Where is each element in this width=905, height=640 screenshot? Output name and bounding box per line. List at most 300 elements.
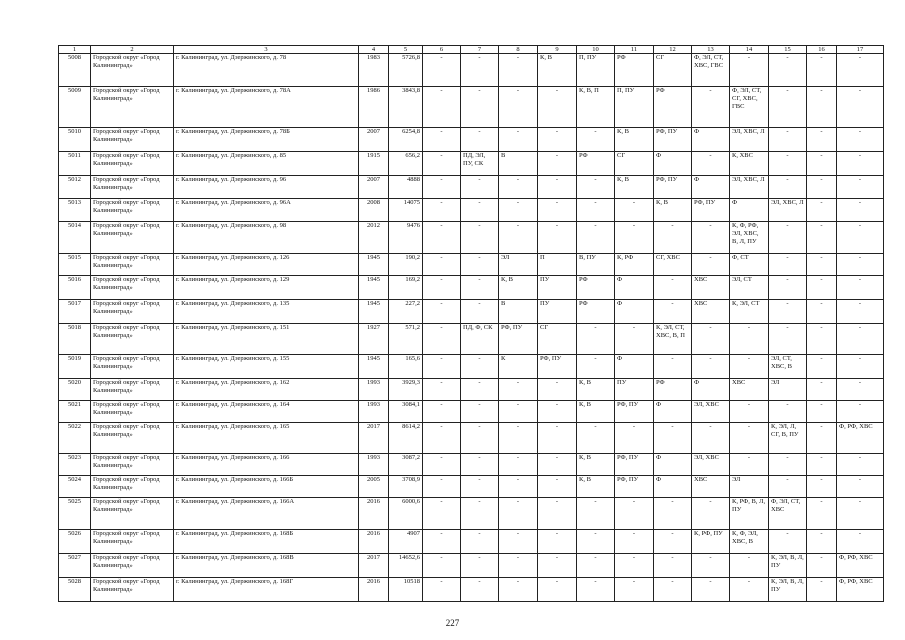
table-cell: ХВС <box>692 476 730 498</box>
table-row <box>59 254 884 276</box>
table-cell: - <box>837 128 884 152</box>
table-cell: - <box>807 276 837 300</box>
table-cell: 571,2 <box>389 324 423 355</box>
table-cell: ХВС <box>692 276 730 300</box>
table-cell: - <box>654 355 692 379</box>
table-cell: - <box>654 554 692 578</box>
table-cell: - <box>577 530 615 554</box>
table-cell: - <box>807 87 837 128</box>
table-cell: 2008 <box>359 199 389 222</box>
table-cell: 5016 <box>59 276 91 300</box>
table-cell: П, ПУ <box>615 87 654 128</box>
table-row <box>59 152 884 176</box>
table-cell: - <box>615 222 654 254</box>
table-cell: 10518 <box>389 578 423 602</box>
table-cell: К, В, П <box>577 87 615 128</box>
table-cell: 5015 <box>59 254 91 276</box>
table-cell: РФ, ПУ <box>499 324 538 355</box>
table-cell: - <box>499 554 538 578</box>
table-cell: ХВС <box>730 379 769 401</box>
table-cell: 2012 <box>359 222 389 254</box>
table-cell: - <box>837 454 884 476</box>
table-cell: - <box>461 379 499 401</box>
table-cell: РФ, ПУ <box>615 454 654 476</box>
table-cell: - <box>461 222 499 254</box>
table-cell: 4907 <box>389 530 423 554</box>
table-cell: - <box>730 554 769 578</box>
table-cell: - <box>769 530 807 554</box>
table-row <box>59 578 884 602</box>
table-cell: - <box>807 530 837 554</box>
table-cell: Городской округ «Город Калининград» <box>91 87 174 128</box>
table-row <box>59 355 884 379</box>
table-cell: 3708,9 <box>389 476 423 498</box>
table-cell: РФ, ПУ <box>538 355 577 379</box>
table-cell: 1993 <box>359 401 389 423</box>
table-cell: 190,2 <box>389 254 423 276</box>
table-cell: К, В <box>654 199 692 222</box>
table-cell: - <box>461 423 499 454</box>
table-cell: Городской округ «Город Калининград» <box>91 176 174 199</box>
table-cell: - <box>837 152 884 176</box>
table-cell: П, ПУ <box>577 54 615 87</box>
table-cell: 227,2 <box>389 300 423 324</box>
table-cell: 2016 <box>359 578 389 602</box>
table-cell: - <box>499 87 538 128</box>
table-cell: 1945 <box>359 300 389 324</box>
table-cell: ПД, ЭЛ, ПУ, СК <box>461 152 499 176</box>
table-cell: - <box>423 379 461 401</box>
table-cell: - <box>807 254 837 276</box>
table-cell: - <box>837 87 884 128</box>
table-cell: - <box>499 476 538 498</box>
table-cell: г. Калининград, ул. Дзержинского, д. 162 <box>174 379 359 401</box>
table-cell: - <box>461 176 499 199</box>
table-cell: Ф, ЭЛ, СТ, ХВС <box>769 498 807 530</box>
table-cell: Городской округ «Город Калининград» <box>91 530 174 554</box>
table-cell: - <box>499 454 538 476</box>
table-cell: г. Калининград, ул. Дзержинского, д. 126 <box>174 254 359 276</box>
table-cell: 3843,8 <box>389 87 423 128</box>
table-cell: - <box>654 222 692 254</box>
table-cell: - <box>423 254 461 276</box>
table-cell: ПУ <box>538 276 577 300</box>
table-cell: РФ, ПУ <box>654 128 692 152</box>
registry-table-container <box>58 45 880 602</box>
table-cell: - <box>538 128 577 152</box>
table-cell: Городской округ «Город Калининград» <box>91 254 174 276</box>
table-cell: Ф <box>692 379 730 401</box>
table-cell: - <box>730 578 769 602</box>
table-row <box>59 498 884 530</box>
table-cell: - <box>807 324 837 355</box>
table-cell: К, В <box>615 128 654 152</box>
table-cell: - <box>461 454 499 476</box>
table-cell: - <box>461 530 499 554</box>
table-cell: - <box>577 222 615 254</box>
table-cell: - <box>423 222 461 254</box>
table-cell: г. Калининград, ул. Дзержинского, д. 164 <box>174 401 359 423</box>
table-cell: 3087,2 <box>389 454 423 476</box>
table-cell: - <box>807 379 837 401</box>
table-cell: - <box>423 152 461 176</box>
table-cell: 5011 <box>59 152 91 176</box>
table-cell: - <box>461 87 499 128</box>
table-cell: К <box>499 355 538 379</box>
table-cell: - <box>577 554 615 578</box>
table-cell: - <box>807 498 837 530</box>
table-cell: ЭЛ <box>769 379 807 401</box>
table-cell: 5008 <box>59 54 91 87</box>
table-cell: 3084,1 <box>389 401 423 423</box>
table-cell: - <box>499 379 538 401</box>
column-header: 2 <box>91 46 174 54</box>
page-number: 227 <box>445 618 460 628</box>
table-cell: - <box>807 300 837 324</box>
table-cell: - <box>769 454 807 476</box>
table-cell: 2005 <box>359 476 389 498</box>
column-header: 5 <box>389 46 423 54</box>
table-cell: СГ <box>654 54 692 87</box>
table-cell: 2017 <box>359 423 389 454</box>
table-cell: - <box>423 454 461 476</box>
column-header: 12 <box>654 46 692 54</box>
table-cell: К, ХВС <box>730 152 769 176</box>
table-cell: К, В <box>577 379 615 401</box>
table-cell: Городской округ «Город Калининград» <box>91 276 174 300</box>
table-cell: 2007 <box>359 128 389 152</box>
table-cell: - <box>807 128 837 152</box>
table-cell: Городской округ «Город Калининград» <box>91 355 174 379</box>
table-cell: Городской округ «Город Калининград» <box>91 379 174 401</box>
table-cell: - <box>461 578 499 602</box>
table-cell: г. Калининград, ул. Дзержинского, д. 168Б <box>174 530 359 554</box>
table-cell: ПУ <box>615 379 654 401</box>
table-cell: Городской округ «Город Калининград» <box>91 423 174 454</box>
table-cell: - <box>538 423 577 454</box>
table-cell: 5012 <box>59 176 91 199</box>
table-cell: Ф, РФ, ХВС <box>837 423 884 454</box>
table-cell: - <box>538 401 577 423</box>
table-cell: К, В <box>577 454 615 476</box>
table-cell: - <box>692 355 730 379</box>
table-cell: - <box>730 54 769 87</box>
table-cell: - <box>769 152 807 176</box>
table-cell: г. Калининград, ул. Дзержинского, д. 96 <box>174 176 359 199</box>
table-cell: ЭЛ, СТ, ХВС, В <box>769 355 807 379</box>
table-cell: 5027 <box>59 554 91 578</box>
table-cell: К, В <box>615 176 654 199</box>
table-cell: К, РФ, В, Л, ПУ <box>730 498 769 530</box>
table-cell: РФ, ПУ <box>654 176 692 199</box>
table-cell: - <box>423 276 461 300</box>
table-cell: ЭЛ, ХВС, Л <box>769 199 807 222</box>
table-cell: - <box>769 401 807 423</box>
table-cell: - <box>837 176 884 199</box>
table-cell: 165,6 <box>389 355 423 379</box>
table-cell: - <box>807 476 837 498</box>
table-row <box>59 276 884 300</box>
table-cell: ПУ <box>538 300 577 324</box>
table-cell: - <box>538 87 577 128</box>
table-cell: 2017 <box>359 554 389 578</box>
table-row <box>59 454 884 476</box>
table-cell: Ф <box>654 401 692 423</box>
table-cell: ПД, Ф, СК <box>461 324 499 355</box>
table-cell: - <box>423 128 461 152</box>
table-cell: - <box>769 176 807 199</box>
table-cell: - <box>538 554 577 578</box>
table-cell: г. Калининград, ул. Дзержинского, д. 166А <box>174 498 359 530</box>
table-cell: - <box>499 199 538 222</box>
table-cell: - <box>538 222 577 254</box>
table-cell: - <box>837 379 884 401</box>
table-cell: - <box>837 355 884 379</box>
table-row <box>59 128 884 152</box>
column-header: 13 <box>692 46 730 54</box>
table-cell: - <box>461 554 499 578</box>
table-cell: Ф <box>654 454 692 476</box>
table-cell: 5010 <box>59 128 91 152</box>
table-cell: - <box>461 276 499 300</box>
table-cell: 4888 <box>389 176 423 199</box>
table-cell: - <box>577 423 615 454</box>
table-cell: 1945 <box>359 254 389 276</box>
table-cell: Ф <box>654 152 692 176</box>
table-cell: - <box>461 254 499 276</box>
table-cell: - <box>577 578 615 602</box>
table-cell: Ф, ЭЛ, СТ, ХВС, ГВС <box>692 54 730 87</box>
table-cell: - <box>615 199 654 222</box>
table-cell: - <box>692 324 730 355</box>
table-cell: - <box>837 199 884 222</box>
table-cell: 1945 <box>359 355 389 379</box>
table-cell: - <box>769 128 807 152</box>
table-cell: ХВС <box>692 300 730 324</box>
table-cell: - <box>730 454 769 476</box>
table-cell: Городской округ «Город Калининград» <box>91 128 174 152</box>
table-cell: Городской округ «Город Калининград» <box>91 476 174 498</box>
table-cell: - <box>730 401 769 423</box>
table-cell: СГ <box>538 324 577 355</box>
table-cell: Ф, СТ <box>730 254 769 276</box>
table-cell: Ф <box>615 300 654 324</box>
table-cell: РФ <box>577 276 615 300</box>
table-cell: - <box>423 498 461 530</box>
table-row <box>59 324 884 355</box>
table-cell: ЭЛ <box>730 476 769 498</box>
table-cell: 169,2 <box>389 276 423 300</box>
table-cell: - <box>538 379 577 401</box>
table-cell: - <box>538 454 577 476</box>
table-cell: 3929,3 <box>389 379 423 401</box>
table-cell: 9476 <box>389 222 423 254</box>
registry-table <box>58 45 884 602</box>
table-cell: - <box>423 401 461 423</box>
table-cell: - <box>423 54 461 87</box>
table-cell: - <box>654 423 692 454</box>
table-cell: - <box>692 87 730 128</box>
column-header: 1 <box>59 46 91 54</box>
table-cell: П <box>538 254 577 276</box>
table-row <box>59 530 884 554</box>
table-cell: 6254,8 <box>389 128 423 152</box>
column-number-row <box>59 46 884 54</box>
table-cell: 8614,2 <box>389 423 423 454</box>
table-cell: 5018 <box>59 324 91 355</box>
table-cell: - <box>577 498 615 530</box>
table-cell: - <box>423 199 461 222</box>
table-cell: Городской округ «Город Калининград» <box>91 324 174 355</box>
table-cell: Ф <box>692 176 730 199</box>
table-cell: - <box>538 152 577 176</box>
table-cell: - <box>807 554 837 578</box>
table-cell: - <box>837 254 884 276</box>
table-cell: К, ЭЛ, СТ <box>730 300 769 324</box>
table-cell: - <box>692 222 730 254</box>
table-cell: Городской округ «Город Калининград» <box>91 199 174 222</box>
table-cell: - <box>692 498 730 530</box>
table-cell: - <box>769 476 807 498</box>
table-cell: РФ <box>654 379 692 401</box>
table-cell: 2016 <box>359 530 389 554</box>
table-cell: - <box>807 454 837 476</box>
table-cell: 5021 <box>59 401 91 423</box>
table-cell: - <box>461 401 499 423</box>
table-cell: г. Калининград, ул. Дзержинского, д. 78Б <box>174 128 359 152</box>
column-header: 10 <box>577 46 615 54</box>
table-cell: ЭЛ <box>499 254 538 276</box>
table-cell: - <box>837 530 884 554</box>
table-cell: - <box>461 54 499 87</box>
column-header: 8 <box>499 46 538 54</box>
table-cell: Городской округ «Город Калининград» <box>91 54 174 87</box>
table-cell: ЭЛ, СТ <box>730 276 769 300</box>
table-cell: - <box>769 324 807 355</box>
table-cell: К, РФ <box>615 254 654 276</box>
table-row <box>59 423 884 454</box>
table-cell: - <box>499 176 538 199</box>
table-cell: К, В <box>577 476 615 498</box>
table-cell: - <box>615 554 654 578</box>
table-cell: - <box>807 54 837 87</box>
table-cell: - <box>538 199 577 222</box>
table-cell: - <box>837 401 884 423</box>
table-cell: г. Калининград, ул. Дзержинского, д. 165 <box>174 423 359 454</box>
table-cell: В <box>499 300 538 324</box>
table-cell: - <box>654 530 692 554</box>
table-cell: Ф, РФ, ХВС <box>837 554 884 578</box>
table-cell: 5020 <box>59 379 91 401</box>
table-cell: - <box>769 300 807 324</box>
table-cell: К, В <box>499 276 538 300</box>
table-cell: 656,2 <box>389 152 423 176</box>
table-cell: - <box>423 554 461 578</box>
table-cell: - <box>538 530 577 554</box>
column-header: 11 <box>615 46 654 54</box>
table-cell: г. Калининград, ул. Дзержинского, д. 78А <box>174 87 359 128</box>
table-cell: - <box>807 401 837 423</box>
table-cell: г. Калининград, ул. Дзержинского, д. 168В <box>174 554 359 578</box>
table-cell: г. Калининград, ул. Дзержинского, д. 168Г <box>174 578 359 602</box>
table-cell: - <box>461 300 499 324</box>
table-cell: - <box>837 324 884 355</box>
table-cell: РФ <box>577 152 615 176</box>
column-header: 16 <box>807 46 837 54</box>
table-cell: Ф <box>692 128 730 152</box>
table-cell: - <box>423 300 461 324</box>
table-cell: - <box>499 222 538 254</box>
table-cell: 14652,6 <box>389 554 423 578</box>
table-row <box>59 401 884 423</box>
table-cell: - <box>837 276 884 300</box>
table-cell: - <box>499 128 538 152</box>
table-cell: В, ПУ <box>577 254 615 276</box>
table-cell: - <box>769 54 807 87</box>
table-cell: - <box>499 498 538 530</box>
table-cell: - <box>692 152 730 176</box>
table-cell: - <box>577 128 615 152</box>
table-cell: - <box>615 530 654 554</box>
table-cell: 2016 <box>359 498 389 530</box>
table-row <box>59 199 884 222</box>
table-cell: Городской округ «Город Калининград» <box>91 401 174 423</box>
table-cell: - <box>769 254 807 276</box>
table-cell: СГ, ХВС <box>654 254 692 276</box>
table-cell: г. Калининград, ул. Дзержинского, д. 151 <box>174 324 359 355</box>
table-cell: Ф, РФ, ХВС <box>837 578 884 602</box>
table-cell: - <box>423 530 461 554</box>
table-cell: - <box>807 578 837 602</box>
table-cell: - <box>577 355 615 379</box>
table-cell: 5026 <box>59 530 91 554</box>
table-cell: - <box>730 324 769 355</box>
table-cell: 5023 <box>59 454 91 476</box>
table-cell: Городской округ «Город Калининград» <box>91 222 174 254</box>
table-cell: г. Калининград, ул. Дзержинского, д. 85 <box>174 152 359 176</box>
table-cell: - <box>461 128 499 152</box>
table-cell: г. Калининград, ул. Дзержинского, д. 129 <box>174 276 359 300</box>
table-cell: 1993 <box>359 379 389 401</box>
table-cell: 6000,6 <box>389 498 423 530</box>
table-cell: - <box>423 176 461 199</box>
table-cell: - <box>577 176 615 199</box>
table-cell: К, Ф, РФ, ЭЛ, ХВС, В, Л, ПУ <box>730 222 769 254</box>
table-cell: г. Калининград, ул. Дзержинского, д. 135 <box>174 300 359 324</box>
table-cell: - <box>692 254 730 276</box>
table-cell: - <box>692 554 730 578</box>
table-cell: - <box>654 498 692 530</box>
table-cell: - <box>807 152 837 176</box>
table-cell: 1915 <box>359 152 389 176</box>
table-row <box>59 54 884 87</box>
table-cell: К, РФ, ПУ <box>692 530 730 554</box>
table-cell: - <box>769 276 807 300</box>
table-cell: - <box>461 355 499 379</box>
table-cell: - <box>499 530 538 554</box>
table-cell: 1927 <box>359 324 389 355</box>
table-cell: Городской округ «Город Калининград» <box>91 300 174 324</box>
table-cell: РФ <box>615 54 654 87</box>
table-row <box>59 176 884 199</box>
table-cell: - <box>692 578 730 602</box>
table-cell: 5017 <box>59 300 91 324</box>
table-cell: 5019 <box>59 355 91 379</box>
table-cell: - <box>807 176 837 199</box>
table-cell: 1983 <box>359 54 389 87</box>
table-cell: - <box>837 300 884 324</box>
table-cell: К, В <box>577 401 615 423</box>
